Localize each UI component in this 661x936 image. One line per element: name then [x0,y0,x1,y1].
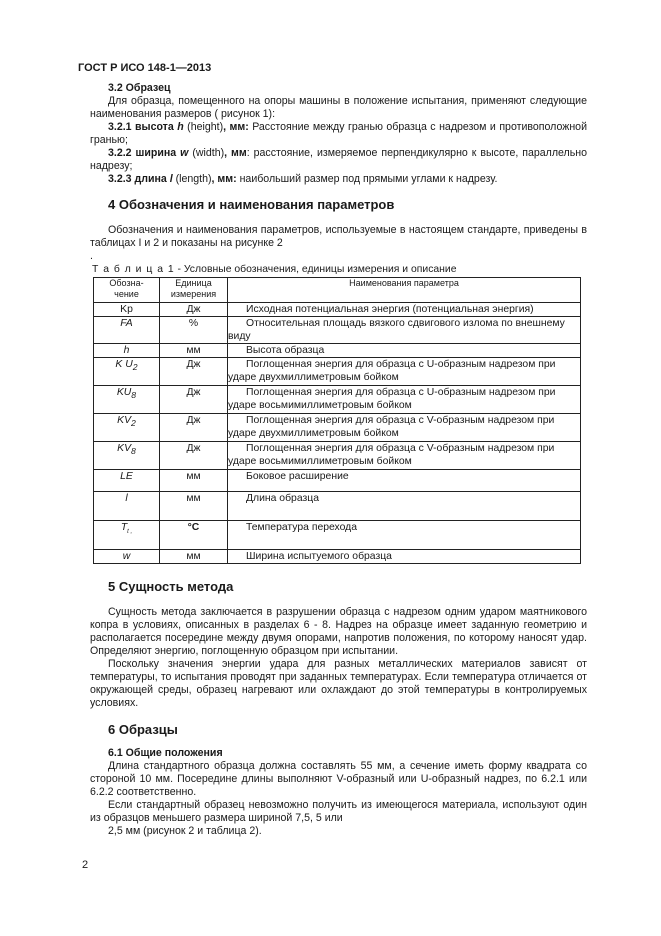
page-number: 2 [82,859,89,871]
section-3-2 [90,82,587,186]
cell-description: Поглощенная энергия для образца с U-образным надрезом при ударе двухмиллиметровым бойком [228,358,581,386]
item-text: Расстояние между гранью образца с надрезом и противоположной гранью; [90,121,587,146]
item-text: : расстояние, измеряемое перпендикулярно к высоте, параллельно надрезу; [90,147,587,172]
item-num: 3.2.1 высота [108,121,178,133]
cell-description: Исходная потенциальная энергия (потенциальная энергия) [228,303,581,317]
section-6-paragraph-1: Длина стандартного образца должна составлять 55 мм, а сечение иметь форму квадрата со стороной 10 мм. Посередине длины выполняют V-образный или U-образный надрез, по 6.2.1 или 6.2.2 соответственно. [90,760,587,798]
item-unit: , мм [224,147,247,159]
item-text: наибольший размер под прямыми углами к надрезу. [236,173,498,185]
section-4-dot: . [90,250,93,262]
header-symbol: Обозна- чение [94,278,160,303]
cell-unit: мм [160,550,228,564]
table-row [94,358,581,386]
section-6-paragraph-2: Если стандартный образец невозможно получить из имеющегося материала, используют один из образцов меньшего размера шириной 7,5, 5 или [90,799,587,824]
cell-description: Поглощенная энергия для образца с V-образным надрезом при ударе восьмимиллиметровым бойком [228,442,581,470]
item-3-2-1 [90,121,587,147]
table-row [94,317,581,344]
section-4-title: 4 Обозначения и наименования параметров [108,197,395,212]
cell-symbol: l [125,493,128,504]
cell-symbol: T [120,522,128,533]
cell-subscript: 2 [132,362,138,373]
cell-unit: мм [160,344,228,358]
item-symbol: l [169,173,173,185]
cell-unit: мм [160,470,228,492]
cell-symbol: LE [120,471,133,482]
cell-subscript: 8 [131,446,136,457]
cell-description: Относительная площадь вязкого сдвигового излома по внешнему виду [228,317,581,344]
section-5-paragraph-1: Сущность метода заключается в разрушении образца с надрезом одним ударом маятникового копра в условиях, описанных в разделах 6 - 8. Надрез на образце имеет заданную геометрию и располагается посередине между двумя опорами, напротив положения, по которому наносят удар. Определяют энергию, поглощенную образцом при испытании. [90,606,587,657]
table-header-row [94,278,581,303]
table-row [94,414,581,442]
section-6-1-title: 6.1 Общие положения [108,747,223,759]
item-unit: , мм: [211,173,237,185]
cell-unit: °C [160,521,228,550]
section-5-text [90,606,587,710]
cell-unit: Дж [160,303,228,317]
section-3-2-intro: Для образца, помещенного на опоры машины в положение испытания, применяют следующие наименования размеров ( рисунок 1): [90,95,587,120]
parameters-table [93,277,581,564]
item-en: (length) [172,173,212,185]
item-symbol: h [177,121,184,133]
table-caption-prefix: Т а б л и ц а 1 [92,264,175,275]
cell-symbol: K U [115,359,133,370]
section-6-paragraph-3: 2,5 мм (рисунок 2 и таблица 2). [108,825,262,837]
item-num: 3.2.3 длина [108,173,170,185]
cell-subscript: 8 [131,390,137,401]
cell-unit: Дж [160,442,228,470]
section-5-paragraph-2: Поскольку значения энергии удара для разных металлических материалов зависят от температуры, то испытания проводят при заданных температурах. Если температура отличается от окружающей среды, образец нагревают или охлаждают до этой температуры в контролируемых условиях. [90,658,587,709]
cell-description: Поглощенная энергия для образца с U-образным надрезом при ударе восьмимиллиметровым бойком [228,386,581,414]
section-3-2-title: 3.2 Образец [108,82,171,94]
table-row [94,550,581,564]
item-en: (height) [183,121,224,133]
cell-description: Температура перехода [228,521,581,550]
cell-description: Высота образца [228,344,581,358]
cell-unit: % [160,317,228,344]
table-row [94,521,581,550]
cell-symbol: Kp [94,303,160,317]
cell-symbol: h [123,345,130,356]
item-symbol: w [180,147,189,159]
table-caption [92,264,457,275]
cell-symbol: FA [120,318,133,329]
section-6-text [90,747,587,838]
section-4-paragraph: Обозначения и наименования параметров, используемые в настоящем стандарте, приведены в таблицах I и 2 и показаны на рисунке 2 [90,224,587,249]
table-row [94,442,581,470]
header-unit: Единица измерения [160,278,228,303]
cell-subscript: t , [127,529,133,536]
item-num: 3.2.2 ширина [108,147,181,159]
cell-symbol: KU [116,387,132,398]
cell-symbol: KV [117,443,132,454]
item-unit: , мм: [223,121,249,133]
table-row [94,303,581,317]
cell-description: Поглощенная энергия для образца с V-образным надрезом при ударе двухмиллиметровым бойком [228,414,581,442]
document-header: ГОСТ Р ИСО 148-1—2013 [78,62,212,74]
cell-symbol: KV [117,415,132,426]
header-description: Наименования параметра [228,278,581,303]
cell-subscript: 2 [131,418,136,429]
cell-description: Ширина испытуемого образца [228,550,581,564]
cell-unit: мм [160,492,228,521]
item-3-2-2 [90,147,587,173]
cell-description: Боковое расширение [228,470,581,492]
section-5-title: 5 Сущность метода [108,579,234,594]
table-row [94,470,581,492]
item-3-2-3 [90,173,587,186]
table-caption-text: - Условные обозначения, единицы измерения и описание [174,264,457,275]
table-row [94,386,581,414]
table-row [94,492,581,521]
item-en: (width) [188,147,225,159]
cell-description: Длина образца [228,492,581,521]
section-4-text [90,224,587,263]
table-row [94,344,581,358]
cell-unit: Дж [160,386,228,414]
cell-symbol: w [122,551,131,562]
section-6-title: 6 Образцы [108,722,178,737]
cell-unit: Дж [160,414,228,442]
cell-unit: Дж [160,358,228,386]
